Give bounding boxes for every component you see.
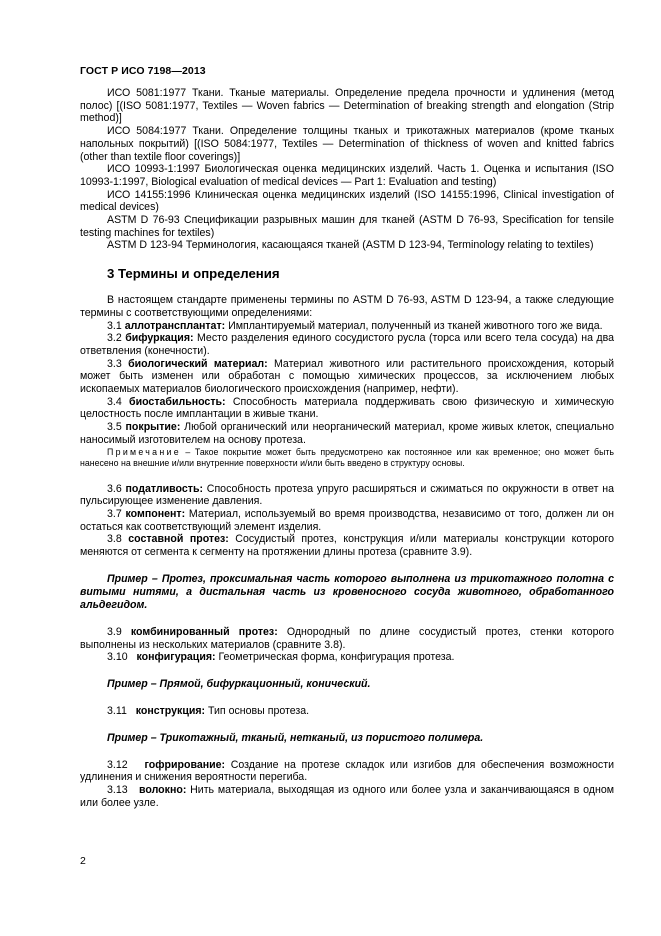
page-number: 2 (80, 855, 86, 867)
reference-item: ИСО 14155:1996 Клиническая оценка медицинских изделий (ISO 14155:1996, Clinical investigation of medical devices) (80, 188, 614, 214)
note: Примечание – Такое покрытие может быть предусмотрено как постоянное или как временное; оно может быть нанесено на внешние и/или внутренние поверхности и/или быть введено в структуру основы. (80, 446, 614, 468)
term-3-9: 3.9 комбинированный протез: Однородный по длине сосудистый протез, стенки которого выполнены из нескольких материалов (сравните 3.8). (80, 625, 614, 651)
term-3-3: 3.3 биологический материал: Материал животного или растительного происхождения, который может быть изменен или обработан с помощью химических процессов, за исключением любых ископаемых материалов биологического происхождения (например, нефти). (80, 357, 614, 396)
example-2: Пример – Прямой, бифуркационный, конический. (107, 677, 371, 690)
term-3-4: 3.4 биостабильность: Способность материала поддерживать свою физическую и химическую целостность после имплантации в живые ткани. (80, 395, 614, 421)
term-3-1: 3.1 аллотрансплантат: Имплантируемый материал, полученный из тканей животного того же вида. (107, 319, 603, 332)
term-3-5: 3.5 покрытие: Любой органический или неорганический материал, кроме живых клеток, специально наносимый изготовителем на основу протеза. (80, 421, 614, 446)
term-3-10: 3.10 конфигурация: Геометрическая форма, конфигурация протеза. (107, 651, 455, 664)
section-intro: В настоящем стандарте применены термины по ASTM D 76-93, ASTM D 123-94, а также следующие термины с соответствующими определениями: (80, 294, 614, 319)
term-3-12: 3.12 гофрирование: Создание на протезе складок или изгибов для обеспечения возможности удлинения и снижения вероятности перегиба. (80, 758, 614, 784)
example-1: Пример – Протез, проксимальная часть которого выполнена из трикотажного полотна с витыми нитями, а дистальная часть из кровеносного сосуда животного, обработанного альдегидом. (80, 572, 614, 611)
term-3-8: 3.8 составной протез: Сосудистый протез, конструкция и/или материалы конструкции которого меняются от сегмента к сегменту на протяжении длины протеза (сравните 3.9). (80, 533, 614, 559)
term-3-6: 3.6 податливость: Способность протеза упруго расширяться и сжиматься по окружности в ответ на пульсирующее изменение давления. (80, 482, 614, 508)
term-3-13: 3.13 волокно: Нить материала, выходящая из одного или более узла и заканчивающаяся в одном или более узле. (80, 784, 614, 809)
reference-item: ASTM D 123-94 Терминология, касающаяся тканей (ASTM D 123-94, Terminology relating to textiles) (107, 239, 594, 252)
reference-item: ИСО 5081:1977 Ткани. Тканые материалы. Определение предела прочности и удлинения (метод полос) [(ISO 5081:1977, Textiles — Woven fabrics — Determination of breaking strength and elongation (Strip method)] (80, 87, 614, 125)
section-title: 3 Термины и определения (107, 266, 280, 282)
note-label: Примечание (107, 446, 181, 457)
term-3-7: 3.7 компонент: Материал, используемый во время производства, независимо от того, должен ли он остаться как соответствующий элемент изделия. (80, 507, 614, 533)
page-body (80, 87, 614, 809)
reference-item: ИСО 5084:1977 Ткани. Определение толщины тканых и трикотажных материалов (кроме тканых напольных покрытий) [(ISO 5084:1977, Textiles — Determination of thickness of woven and knitted fabrics (other than textile floor coverings)] (80, 125, 614, 163)
standard-header: ГОСТ Р ИСО 7198—2013 (80, 65, 206, 77)
term-3-2: 3.2 бифуркация: Место разделения единого сосудистого русла (торса или всего тела сосуда) на два ответвления (конечности). (80, 332, 614, 357)
example-3: Пример – Трикотажный, тканый, нетканый, из пористого полимера. (107, 731, 484, 744)
reference-item: ASTM D 76-93 Спецификации разрывных машин для тканей (ASTM D 76-93, Specification for tensile testing machines for textiles) (80, 214, 614, 239)
term-3-11: 3.11 конструкция: Тип основы протеза. (107, 704, 310, 717)
reference-item: ИСО 10993-1:1997 Биологическая оценка медицинских изделий. Часть 1. Оценка и испытания (ISO 10993-1:1997, Biological evaluation of medical devices — Part 1: Evaluation and testing) (80, 163, 614, 188)
